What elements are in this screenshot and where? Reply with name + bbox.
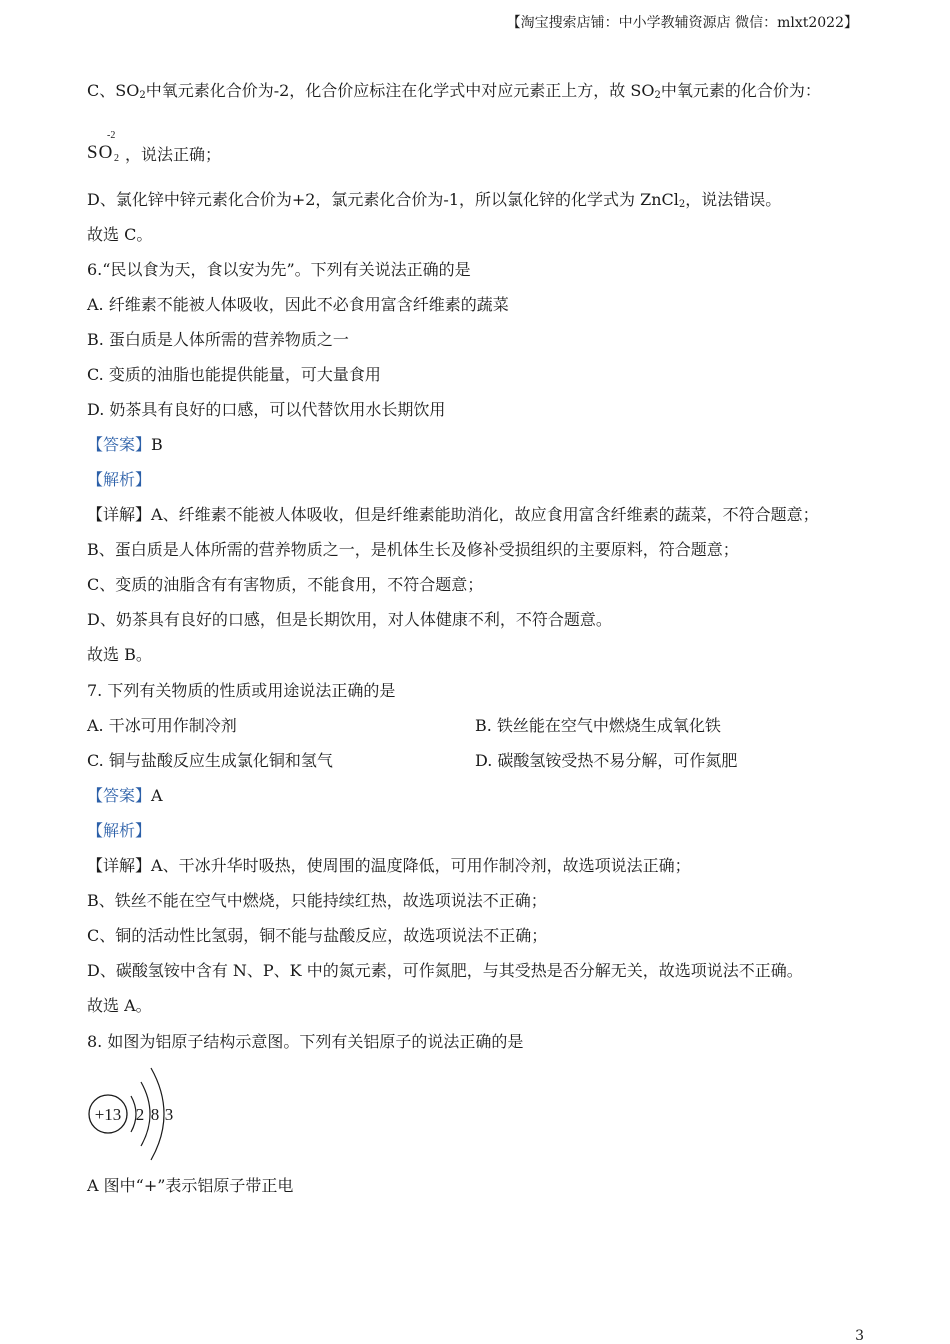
answer-tag: 【答案】	[87, 435, 152, 454]
q7-option-b: B. 铁丝能在空气中燃烧生成氧化铁	[475, 716, 721, 735]
q6-option-b: B. 蛋白质是人体所需的营养物质之一	[87, 330, 349, 349]
answer-value: B	[151, 435, 163, 454]
q7-conclusion: 故选 A。	[87, 996, 152, 1015]
formula-tail-text: ，说法正确；	[125, 145, 222, 164]
answer-tag: 【答案】	[87, 786, 152, 805]
valence-superscript: -2	[107, 130, 116, 141]
q7-answer	[87, 785, 163, 807]
q7-analysis-tag: 【解析】	[87, 821, 152, 840]
q6-stem: 6.“民以食为天，食以安为先”。下列有关说法正确的是	[87, 260, 471, 279]
detail-tag: 【详解】	[87, 505, 152, 524]
q7-option-a: A. 干冰可用作制冷剂	[87, 716, 237, 735]
q6-detail-c: C、变质的油脂含有有害物质，不能食用，不符合题意；	[87, 575, 484, 594]
shell-3-electrons: 3	[164, 1105, 174, 1124]
q5-option-c-explanation: C、$SO_2$中氧元素化合价为-2，化合价应标注在化学式中对应元素正上方，故 $SO_2$中氧元素的化合价为：	[87, 81, 821, 101]
q6-analysis-tag: 【解析】	[87, 470, 152, 489]
formula-subscript: 2	[114, 153, 119, 164]
answer-value: A	[151, 786, 163, 805]
detail-tag: 【详解】	[87, 856, 152, 875]
q6-conclusion: 故选 B。	[87, 645, 152, 664]
q7-option-c: C. 铜与盐酸反应生成氯化铜和氢气	[87, 751, 333, 770]
formula-symbol: SO	[87, 142, 114, 163]
aluminum-atom-structure-diagram	[87, 1062, 197, 1166]
q7-detail-d: D、碳酸氢铵中含有 N、P、K 中的氮元素，可作氮肥，与其受热是否分解无关，故选项说法不正确。	[87, 961, 803, 980]
q7-stem: 7. 下列有关物质的性质或用途说法正确的是	[87, 681, 396, 700]
page-header: 【淘宝搜索店铺：中小学教辅资源店 微信：mlxt2022】	[506, 15, 858, 31]
q6-detail-d: D、奶茶具有良好的口感，但是长期饮用，对人体健康不利，不符合题意。	[87, 610, 612, 629]
q6-detail-a: 【详解】A、纤维素不能被人体吸收，但是纤维素能助消化，故应食用富含纤维素的蔬菜，不符合题意；	[87, 505, 819, 524]
shell-1-electrons: 2	[135, 1105, 145, 1124]
nucleus-charge: +13	[94, 1105, 122, 1124]
q6-option-a: A. 纤维素不能被人体吸收，因此不必食用富含纤维素的蔬菜	[87, 295, 509, 314]
q7-detail-a: 【详解】A、干冰升华时吸热，使周围的温度降低，可用作制冷剂，故选项说法正确；	[87, 856, 691, 875]
q6-answer	[87, 434, 163, 456]
shell-2-electrons: 8	[150, 1105, 160, 1124]
q8-stem: 8. 如图为铝原子结构示意图。下列有关铝原子的说法正确的是	[87, 1032, 524, 1051]
q5-option-d-explanation: D、氯化锌中锌元素化合价为+2，氯元素化合价为-1，所以氯化锌的化学式为 ZnCl$_2$，说法错误。	[87, 190, 782, 210]
q8-option-a: A 图中“+”表示铝原子带正电	[87, 1176, 294, 1195]
q7-detail-b: B、铁丝不能在空气中燃烧，只能持续红热，故选项说法不正确；	[87, 891, 547, 910]
q6-option-c: C. 变质的油脂也能提供能量，可大量食用	[87, 365, 381, 384]
q5-conclusion: 故选 C。	[87, 225, 153, 244]
q6-option-d: D. 奶茶具有良好的口感，可以代替饮用水长期饮用	[87, 400, 446, 419]
q7-detail-c: C、铜的活动性比氢弱，铜不能与盐酸反应，故选项说法不正确；	[87, 926, 548, 945]
page-number: 3	[855, 1328, 864, 1344]
q7-option-d: D. 碳酸氢铵受热不易分解，可作氮肥	[475, 751, 738, 770]
q6-detail-b: B、蛋白质是人体所需的营养物质之一，是机体生长及修补受损组织的主要原料，符合题意；	[87, 540, 739, 559]
